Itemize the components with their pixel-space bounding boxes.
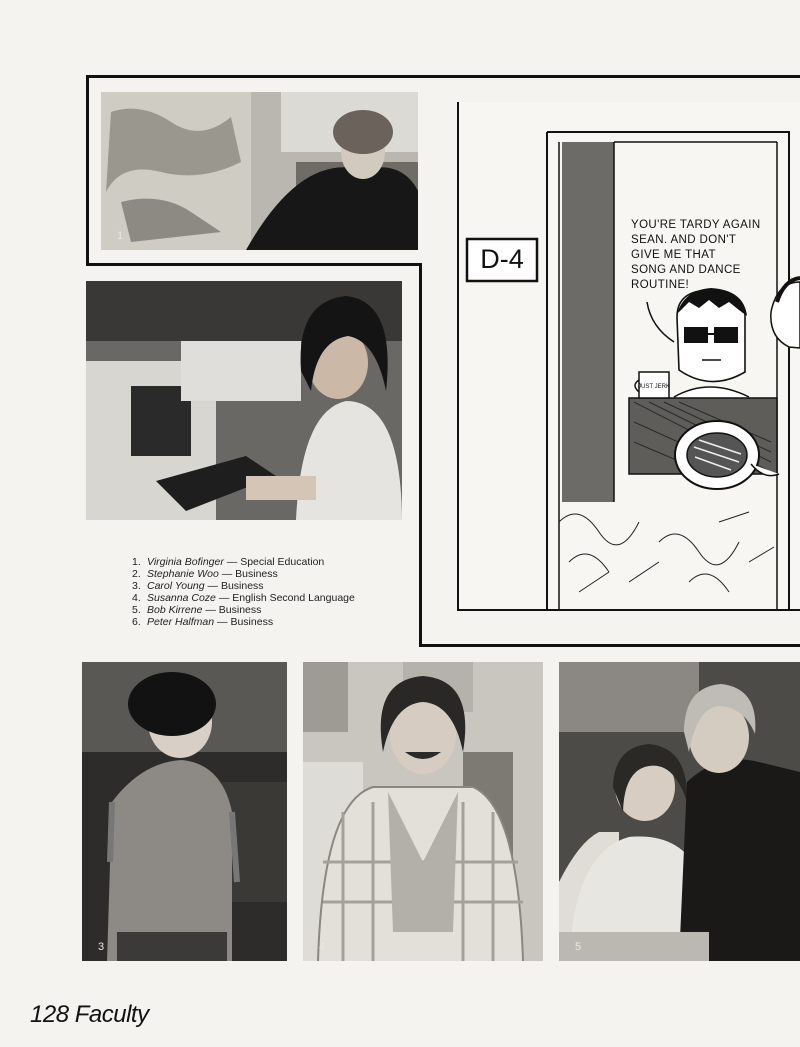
cartoon-panel [459,102,800,609]
caption-item: 2. Stephanie Woo — Business [132,568,278,581]
caption-item: 5. Bob Kirrene — Business [132,604,262,617]
caption-list [132,556,355,629]
faculty-photo-2 [86,281,402,520]
photo-number-5: 5 [575,941,582,953]
faculty-photo-4 [303,662,543,961]
faculty-photo-3 [82,662,287,961]
frame-left-rule-top [86,75,89,265]
mug-text: JUST JERK [638,384,670,390]
page-footer-label: 128 Faculty [30,1001,149,1028]
teacher-figure [674,288,749,397]
faculty-photo-1 [101,92,418,250]
caption-item: 4. Susanna Coze — English Second Language [132,592,355,605]
photo-number-1: 1 [117,230,124,242]
photo-number-4: 4 [319,941,326,953]
photo-number-3: 3 [98,941,105,953]
frame-mid-rule [86,263,422,266]
frame-inner-right-rule [419,263,422,647]
frame-top-rule [86,75,800,78]
frame-bottom-rule [419,644,800,647]
faculty-photo-5 [559,662,800,961]
caption-item: 1. Virginia Bofinger — Special Education [132,556,325,568]
speech-bubble-text: YOU'RE TARDY AGAIN SEAN. AND DON'T GIVE ME THAT SONG AND DANCE ROUTINE! [631,219,761,291]
door-sign-text: D-4 [480,244,524,274]
caption-item: 6. Peter Halfman — Business [132,616,274,629]
cartoon-bottom-rule [457,609,800,611]
caption-item: 3. Carol Young — Business [132,580,264,593]
